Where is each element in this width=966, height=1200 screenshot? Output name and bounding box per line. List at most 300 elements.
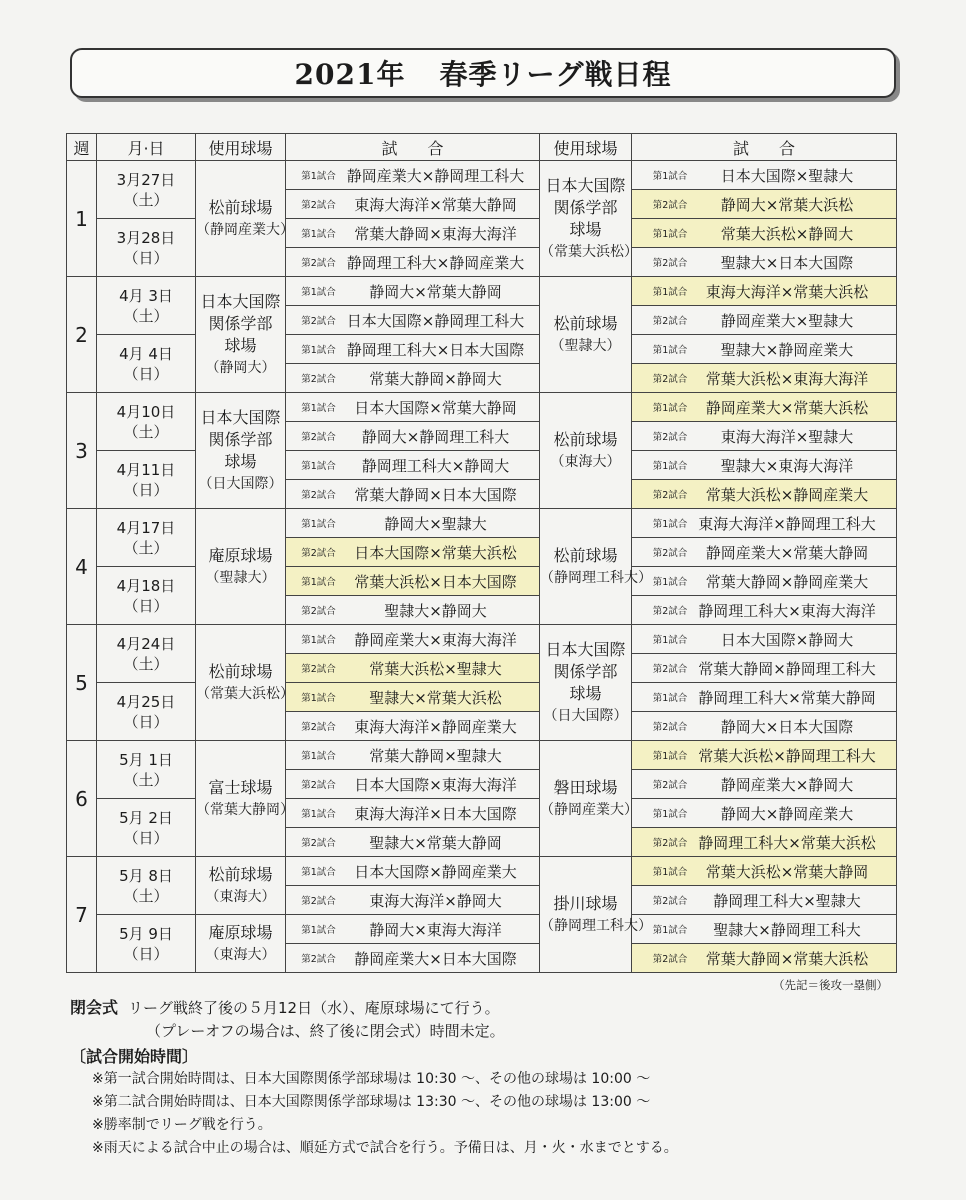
match-teams: 常葉大静岡×常葉大浜松: [705, 949, 869, 968]
match-label: 第1試合: [652, 287, 688, 298]
date-day: 4月25日: [116, 692, 176, 711]
venue-cell-2: [540, 161, 638, 277]
match-label: 第2試合: [652, 896, 688, 907]
match-cell: [632, 712, 897, 741]
week-number: 7: [67, 857, 97, 973]
date-cell: [97, 683, 196, 741]
match-teams: 静岡大×常葉大静岡: [369, 282, 502, 301]
date-day: 5月 2日: [119, 808, 173, 827]
date-cell: [97, 567, 196, 625]
match-teams: 常葉大浜松×日本大国際: [354, 572, 517, 591]
match-teams: 聖隷大×常葉大浜松: [369, 688, 502, 707]
match-teams: 静岡理工科大×聖隷大: [713, 891, 861, 910]
title-banner: [70, 48, 896, 98]
match-teams: 静岡産業大×静岡大: [720, 775, 854, 794]
match-cell: [286, 451, 540, 480]
match-teams: 常葉大静岡×静岡産業大: [705, 572, 869, 591]
match-cell: [286, 857, 540, 886]
match-teams: 常葉大浜松×静岡理工科大: [698, 746, 876, 765]
match-cell: [286, 944, 540, 973]
match-teams: 静岡理工科大×静岡大: [361, 456, 510, 475]
table-row: [67, 567, 897, 596]
match-teams: 日本大国際×常葉大静岡: [354, 398, 517, 417]
venue-cell-sub: （日大国際）: [198, 475, 283, 492]
schedule-body: [67, 161, 897, 973]
table-row: [67, 799, 897, 828]
match-cell: [286, 799, 540, 828]
match-teams: 日本大国際×静岡理工科大: [346, 311, 525, 330]
match-cell: [286, 625, 540, 654]
match-teams: 静岡理工科大×日本大国際: [346, 340, 525, 359]
match-label: 第1試合: [652, 519, 688, 530]
match-teams: 日本大国際×静岡産業大: [354, 862, 517, 881]
match-teams: 東海大海洋×静岡理工科大: [698, 514, 876, 533]
match-cell: [286, 161, 540, 190]
match-label: 第2試合: [301, 548, 336, 559]
match-cell: [286, 828, 540, 857]
venue-cell-2: [540, 857, 652, 973]
date-day: 5月 1日: [119, 750, 173, 769]
match-label: 第2試合: [652, 258, 688, 269]
date-weekday: （土）: [123, 770, 169, 789]
match-teams: 静岡産業大×常葉大浜松: [705, 398, 869, 417]
match-teams: 聖隷大×東海大海洋: [720, 456, 854, 475]
match-cell: [632, 596, 897, 625]
match-label: 第2試合: [652, 780, 688, 791]
date-cell: [97, 277, 196, 335]
match-cell: [632, 219, 897, 248]
date-weekday: （土）: [123, 538, 169, 557]
date-weekday: （土）: [123, 190, 169, 209]
match-label: 第1試合: [652, 751, 688, 762]
venue-cell-2-line2: 関係学部: [553, 661, 618, 681]
match-cell: [286, 248, 540, 277]
table-row: [67, 741, 897, 770]
match-teams: 日本大国際×聖隷大: [720, 166, 854, 185]
match-label: 第1試合: [652, 635, 688, 646]
match-label: 第2試合: [301, 896, 336, 907]
venue-cell-line2: 関係学部: [208, 313, 273, 333]
match-cell: [286, 190, 540, 219]
match-teams: 静岡理工科大×東海大海洋: [698, 601, 876, 620]
venue-cell-2-line1: 日本大国際: [545, 175, 626, 195]
venue-cell-sub: （常葉大静岡）: [196, 801, 294, 818]
date-weekday: （日）: [123, 364, 169, 383]
match-label: 第1試合: [652, 867, 688, 878]
match-teams: 常葉大静岡×日本大国際: [354, 485, 517, 504]
match-teams: 常葉大浜松×聖隷大: [369, 659, 502, 678]
match-cell: [632, 248, 897, 277]
match-teams: 常葉大浜松×常葉大静岡: [705, 862, 869, 881]
venue-cell-2-line1: 松前球場: [553, 429, 618, 449]
match-teams: 静岡産業大×静岡理工科大: [346, 166, 525, 185]
week-number: 3: [67, 393, 97, 509]
week-number: 1: [67, 161, 97, 277]
header-game-2: 試合: [632, 134, 897, 161]
match-cell: [286, 335, 540, 364]
match-label: 第2試合: [652, 200, 688, 211]
match-label: 第2試合: [301, 722, 336, 733]
match-label: 第1試合: [301, 867, 336, 878]
date-weekday: （土）: [123, 422, 169, 441]
match-teams: 常葉大浜松×東海大海洋: [705, 369, 869, 388]
match-label: 第2試合: [652, 606, 688, 617]
venue-cell: [196, 857, 286, 915]
match-label: 第1試合: [301, 171, 336, 182]
table-row: [67, 625, 897, 654]
date-cell: [97, 335, 196, 393]
table-row: [67, 857, 897, 886]
table-row: [67, 219, 897, 248]
date-cell: [97, 393, 196, 451]
match-teams: 聖隷大×日本大国際: [720, 253, 854, 272]
match-label: 第1試合: [301, 229, 336, 240]
venue-cell-2: [540, 393, 632, 509]
match-label: 第2試合: [301, 200, 336, 211]
closing-text: リーグ戦終了後の５月12日（水）、庵原球場にて行う。: [128, 999, 500, 1017]
match-cell: [632, 770, 897, 799]
match-teams: 東海大海洋×静岡産業大: [354, 717, 517, 736]
header-venue-2: 使用球場: [540, 134, 632, 161]
match-cell: [286, 480, 540, 509]
header-game: 試合: [286, 134, 540, 161]
table-row: [67, 277, 897, 306]
match-teams: 静岡産業大×常葉大静岡: [705, 543, 869, 562]
match-teams: 東海大海洋×聖隷大: [720, 427, 854, 446]
date-day: 4月17日: [116, 518, 176, 537]
venue-cell: [196, 161, 294, 277]
match-cell: [632, 654, 897, 683]
date-weekday: （土）: [123, 654, 169, 673]
match-cell: [286, 509, 540, 538]
date-weekday: （土）: [123, 886, 169, 905]
match-teams: 常葉大浜松×静岡大: [720, 224, 854, 243]
match-teams: 静岡産業大×聖隷大: [720, 311, 854, 330]
venue-cell-2: [540, 277, 632, 393]
match-teams: 静岡産業大×日本大国際: [354, 949, 517, 968]
venue-cell: [196, 915, 286, 973]
match-label: 第1試合: [301, 345, 336, 356]
match-teams: 静岡理工科大×常葉大浜松: [698, 833, 876, 852]
header-week: 週: [67, 134, 97, 161]
venue-cell-2-line3: 球場: [569, 219, 602, 239]
venue-cell-sub: （聖隷大）: [205, 569, 276, 586]
header-venue: 使用球場: [196, 134, 286, 161]
match-label: 第1試合: [652, 693, 688, 704]
match-cell: [286, 393, 540, 422]
venue-cell-2-line1: 掛川球場: [553, 893, 618, 913]
match-cell: [286, 567, 540, 596]
date-weekday: （日）: [123, 828, 169, 847]
venue-cell-2-sub: （常葉大浜松）: [540, 243, 638, 260]
footer-notes: [70, 996, 930, 1160]
week-number: 2: [67, 277, 97, 393]
venue-cell-line2: 関係学部: [208, 429, 273, 449]
title-year: 2021年: [294, 58, 406, 91]
match-cell: [286, 422, 540, 451]
match-cell: [286, 741, 540, 770]
match-label: 第1試合: [301, 287, 336, 298]
match-teams: 常葉大静岡×聖隷大: [369, 746, 502, 765]
match-label: 第1試合: [652, 925, 688, 936]
match-label: 第1試合: [652, 461, 688, 472]
match-cell: [286, 538, 540, 567]
venue-cell-line1: 松前球場: [208, 661, 273, 681]
match-label: 第2試合: [301, 432, 336, 443]
venue-cell: [196, 393, 286, 509]
match-teams: 常葉大静岡×静岡理工科大: [698, 659, 876, 678]
match-label: 第2試合: [301, 258, 336, 269]
match-label: 第2試合: [652, 316, 688, 327]
date-cell: [97, 799, 196, 857]
note-2: ※第二試合開始時間は、日本大国際関係学部球場は 13:30 〜、その他の球場は 13:00 〜: [92, 1094, 651, 1110]
date-day: 3月28日: [116, 228, 176, 247]
note-4: ※雨天による試合中止の場合は、順延方式で試合を行う。予備日は、月・火・水までとする。: [92, 1140, 678, 1156]
match-label: 第1試合: [652, 809, 688, 820]
match-label: 第1試合: [301, 577, 336, 588]
match-cell: [632, 509, 897, 538]
date-day: 4月10日: [116, 402, 176, 421]
table-row: [67, 335, 897, 364]
match-label: 第2試合: [301, 606, 336, 617]
match-teams: 静岡大×常葉大浜松: [720, 195, 854, 214]
match-cell: [286, 654, 540, 683]
venue-sub: （東海大）: [205, 888, 276, 905]
title-name: 春季リーグ戦日程: [439, 58, 672, 91]
match-teams: 常葉大浜松×静岡産業大: [705, 485, 869, 504]
match-label: 第2試合: [652, 722, 688, 733]
date-day: 5月 9日: [119, 924, 173, 943]
week-number: 5: [67, 625, 97, 741]
match-teams: 静岡大×東海大海洋: [369, 920, 502, 939]
closing-ceremony: [70, 996, 930, 1020]
match-label: 第2試合: [652, 664, 688, 675]
match-label: 第1試合: [301, 925, 336, 936]
match-label: 第2試合: [301, 838, 336, 849]
venue-cell-sub: （静岡産業大）: [196, 221, 294, 238]
match-label: 第2試合: [652, 954, 688, 965]
venue-cell: [196, 741, 294, 857]
venue-cell-sub: （常葉大浜松）: [196, 685, 294, 702]
date-weekday: （土）: [123, 306, 169, 325]
venue-cell-line3: 球場: [224, 451, 257, 471]
venue-cell-line1: 日本大国際: [200, 407, 281, 427]
match-teams: 聖隷大×常葉大静岡: [369, 833, 502, 852]
match-cell: [632, 567, 897, 596]
header-row: [67, 134, 897, 161]
table-row: [67, 683, 897, 712]
venue-cell-line1: 日本大国際: [200, 291, 281, 311]
match-label: 第2試合: [301, 664, 336, 675]
match-cell: [632, 741, 897, 770]
date-cell: [97, 741, 196, 799]
match-cell: [632, 422, 897, 451]
match-teams: 日本大国際×東海大海洋: [354, 775, 517, 794]
match-label: 第1試合: [652, 345, 688, 356]
venue-cell-2-line2: 関係学部: [553, 197, 618, 217]
match-label: 第2試合: [301, 316, 336, 327]
schedule-table: [66, 133, 897, 973]
date-cell: [97, 625, 196, 683]
date-weekday: （日）: [123, 596, 169, 615]
match-label: 第2試合: [301, 374, 336, 385]
match-label: 第1試合: [301, 693, 336, 704]
match-teams: 聖隷大×静岡産業大: [720, 340, 854, 359]
match-cell: [632, 886, 897, 915]
venue-cell-line1: 富士球場: [208, 777, 273, 797]
match-teams: 東海大海洋×常葉大静岡: [354, 195, 517, 214]
note-1: ※第一試合開始時間は、日本大国際関係学部球場は 10:30 〜、その他の球場は 10:00 〜: [92, 1071, 651, 1087]
date-day: 4月 3日: [119, 286, 173, 305]
match-label: 第2試合: [652, 838, 688, 849]
match-teams: 静岡大×日本大国際: [720, 717, 854, 736]
date-weekday: （日）: [123, 480, 169, 499]
date-day: 3月27日: [116, 170, 176, 189]
venue-cell-2-sub: （東海大）: [550, 453, 621, 470]
match-cell: [632, 161, 897, 190]
date-cell: [97, 915, 196, 973]
match-label: 第1試合: [301, 403, 336, 414]
venue-cell-2-line1: 松前球場: [553, 313, 618, 333]
venue-cell-line1: 庵原球場: [208, 545, 273, 565]
venue-line1: 松前球場: [208, 864, 273, 884]
match-teams: 日本大国際×常葉大浜松: [354, 543, 517, 562]
date-cell: [97, 509, 196, 567]
date-day: 4月 4日: [119, 344, 173, 363]
venue-cell: [196, 509, 286, 625]
venue-line1: 庵原球場: [208, 922, 273, 942]
date-cell: [97, 219, 196, 277]
match-teams: 聖隷大×静岡大: [384, 601, 487, 620]
venue-cell-2-line1: 磐田球場: [553, 777, 618, 797]
closing-label: 閉会式: [70, 998, 119, 1017]
match-label: 第1試合: [301, 635, 336, 646]
match-cell: [286, 596, 540, 625]
match-teams: 静岡大×静岡産業大: [720, 804, 854, 823]
venue-cell-line1: 松前球場: [208, 197, 273, 217]
match-cell: [286, 364, 540, 393]
match-teams: 常葉大静岡×静岡大: [369, 369, 502, 388]
match-cell: [286, 770, 540, 799]
date-weekday: （日）: [123, 944, 169, 963]
match-label: 第1試合: [652, 171, 688, 182]
date-weekday: （日）: [123, 248, 169, 267]
match-label: 第2試合: [652, 374, 688, 385]
match-label: 第2試合: [652, 432, 688, 443]
match-cell: [632, 277, 897, 306]
venue-cell-line3: 球場: [224, 335, 257, 355]
match-teams: 東海大海洋×日本大国際: [354, 804, 517, 823]
week-number: 6: [67, 741, 97, 857]
match-teams: 聖隷大×静岡理工科大: [713, 920, 861, 939]
match-teams: 東海大海洋×静岡大: [369, 891, 502, 910]
header-date: 月·日: [97, 134, 196, 161]
table-row: [67, 393, 897, 422]
match-label: 第1試合: [301, 519, 336, 530]
match-teams: 静岡大×静岡理工科大: [361, 427, 510, 446]
match-teams: 静岡理工科大×静岡産業大: [346, 253, 525, 272]
date-weekday: （日）: [123, 712, 169, 731]
match-teams: 静岡大×聖隷大: [384, 514, 487, 533]
match-cell: [632, 364, 897, 393]
match-cell: [632, 393, 897, 422]
match-label: 第1試合: [301, 461, 336, 472]
table-row: [67, 451, 897, 480]
table-row: [67, 161, 897, 190]
venue-cell-2-line1: 松前球場: [553, 545, 618, 565]
note-3: ※勝率制でリーグ戦を行う。: [92, 1117, 272, 1133]
match-teams: 日本大国際×静岡大: [720, 630, 854, 649]
venue-cell-2-sub: （聖隷大）: [550, 337, 621, 354]
date-cell: [97, 857, 196, 915]
match-cell: [632, 857, 897, 886]
match-cell: [632, 944, 897, 973]
match-cell: [632, 799, 897, 828]
match-label: 第1試合: [301, 751, 336, 762]
match-label: 第1試合: [652, 403, 688, 414]
match-cell: [286, 277, 540, 306]
match-label: 第2試合: [301, 490, 336, 501]
match-cell: [286, 886, 540, 915]
match-cell: [286, 219, 540, 248]
venue-cell: [196, 277, 286, 393]
start-time-title: 〔試合開始時間〕: [70, 1047, 199, 1066]
date-day: 4月18日: [116, 576, 176, 595]
venue-cell-2-sub: （静岡産業大）: [540, 801, 638, 818]
date-cell: [97, 451, 196, 509]
match-cell: [632, 915, 897, 944]
venue-cell-2-line1: 日本大国際: [545, 639, 626, 659]
match-label: 第2試合: [301, 780, 336, 791]
match-cell: [632, 480, 897, 509]
match-label: 第2試合: [301, 954, 336, 965]
match-cell: [632, 538, 897, 567]
venue-sub: （東海大）: [205, 946, 276, 963]
match-teams: 東海大海洋×常葉大浜松: [705, 282, 869, 301]
match-label: 第1試合: [301, 809, 336, 820]
match-cell: [632, 190, 897, 219]
venue-cell-2: [540, 509, 652, 625]
match-label: 第2試合: [652, 490, 688, 501]
match-cell: [632, 335, 897, 364]
venue-cell-sub: （静岡大）: [205, 359, 276, 376]
venue-cell-2-line3: 球場: [569, 683, 602, 703]
venue-cell-2: [540, 625, 632, 741]
date-day: 4月24日: [116, 634, 176, 653]
match-teams: 常葉大静岡×東海大海洋: [354, 224, 517, 243]
match-cell: [286, 712, 540, 741]
match-cell: [286, 683, 540, 712]
match-cell: [632, 625, 897, 654]
venue-cell-2-sub: （静岡理工科大）: [540, 569, 652, 586]
match-label: 第1試合: [652, 577, 688, 588]
closing-text-2: （プレーオフの場合は、終了後に閉会式）時間未定。: [146, 1022, 505, 1040]
table-row: [67, 509, 897, 538]
match-label: 第2試合: [652, 548, 688, 559]
venue-cell: [196, 625, 294, 741]
venue-cell-2-sub: （日大国際）: [543, 707, 628, 724]
match-cell: [632, 683, 897, 712]
week-number: 4: [67, 509, 97, 625]
match-cell: [286, 915, 540, 944]
date-day: 4月11日: [116, 460, 176, 479]
home-side-note: （先記＝後攻一塁側）: [773, 978, 888, 992]
table-row: [67, 915, 897, 944]
date-day: 5月 8日: [119, 866, 173, 885]
venue-cell-2: [540, 741, 638, 857]
match-cell: [632, 828, 897, 857]
match-label: 第1試合: [652, 229, 688, 240]
